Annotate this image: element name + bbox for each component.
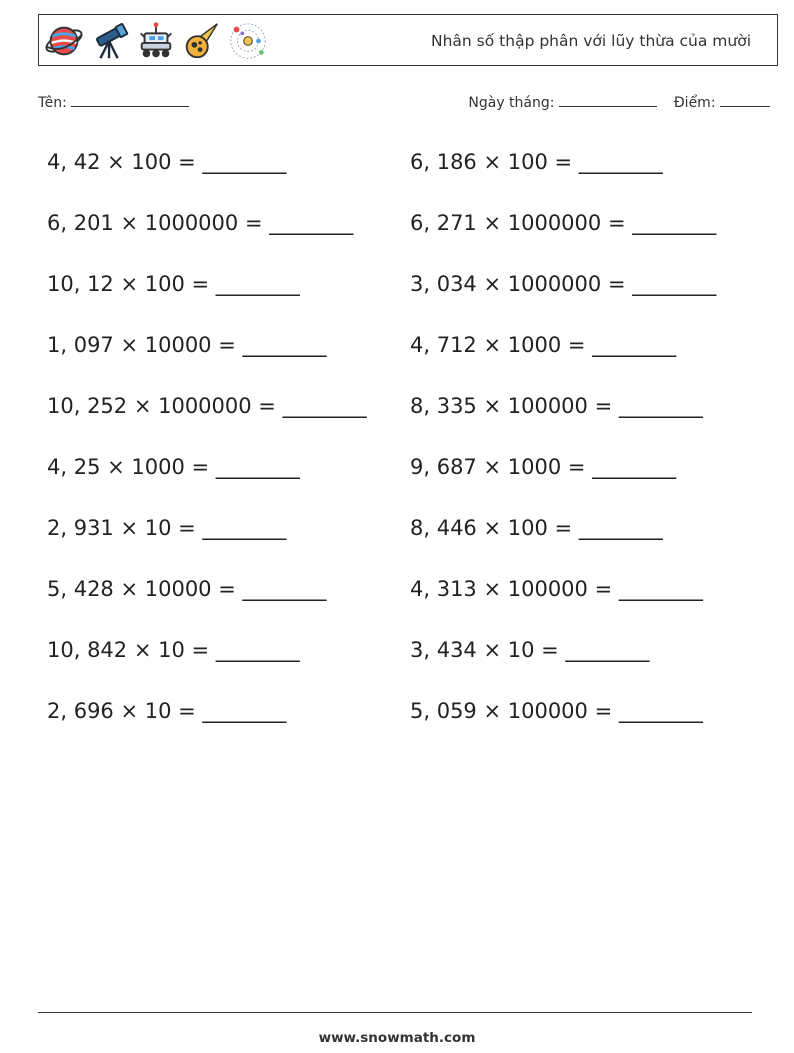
problem-item: 5, 059 × 100000 = ________ [410,699,703,723]
rover-icon [135,20,177,62]
name-field [38,93,189,113]
problem-item: 3, 434 × 10 = ________ [410,638,650,662]
comet-icon [181,20,223,62]
problem-item: 6, 271 × 1000000 = ________ [410,211,717,235]
name-label: Tên: [38,95,67,111]
problem-item: 10, 842 × 10 = ________ [47,638,300,662]
problem-item: 10, 252 × 1000000 = ________ [47,394,367,418]
solar-system-icon [227,20,269,62]
problem-item: 9, 687 × 1000 = ________ [410,455,677,479]
problem-row [0,508,794,548]
problem-item: 8, 335 × 100000 = ________ [410,394,703,418]
name-blank[interactable] [71,93,189,107]
problem-row [0,447,794,487]
date-label: Ngày tháng: [468,95,555,111]
problem-item: 1, 097 × 10000 = ________ [47,333,327,357]
problem-item: 3, 034 × 1000000 = ________ [410,272,717,296]
problem-row [0,203,794,243]
problem-row [0,325,794,365]
footer-divider [38,1012,752,1013]
problem-row [0,264,794,304]
problem-item: 4, 313 × 100000 = ________ [410,577,703,601]
telescope-icon [89,20,131,62]
problem-item: 5, 428 × 10000 = ________ [47,577,327,601]
problem-item: 2, 931 × 10 = ________ [47,516,287,540]
problem-row [0,569,794,609]
problem-row [0,691,794,731]
problem-item: 4, 42 × 100 = ________ [47,150,287,174]
problem-item: 6, 201 × 1000000 = ________ [47,211,354,235]
date-score-fields [468,93,770,113]
header-icons [43,19,269,63]
date-blank[interactable] [559,93,657,107]
problem-row [0,142,794,182]
planet-icon [43,20,85,62]
problem-item: 4, 712 × 1000 = ________ [410,333,677,357]
problem-item: 4, 25 × 1000 = ________ [47,455,300,479]
problem-item: 10, 12 × 100 = ________ [47,272,300,296]
header-box [38,14,778,66]
problem-row [0,630,794,670]
footer-website: www.snowmath.com [318,1030,476,1046]
score-blank[interactable] [720,93,770,107]
worksheet-title: Nhân số thập phân với lũy thừa của mười [431,32,751,50]
score-label: Điểm: [673,95,716,111]
problem-item: 6, 186 × 100 = ________ [410,150,663,174]
problem-item: 2, 696 × 10 = ________ [47,699,287,723]
problem-item: 8, 446 × 100 = ________ [410,516,663,540]
problem-row [0,386,794,426]
